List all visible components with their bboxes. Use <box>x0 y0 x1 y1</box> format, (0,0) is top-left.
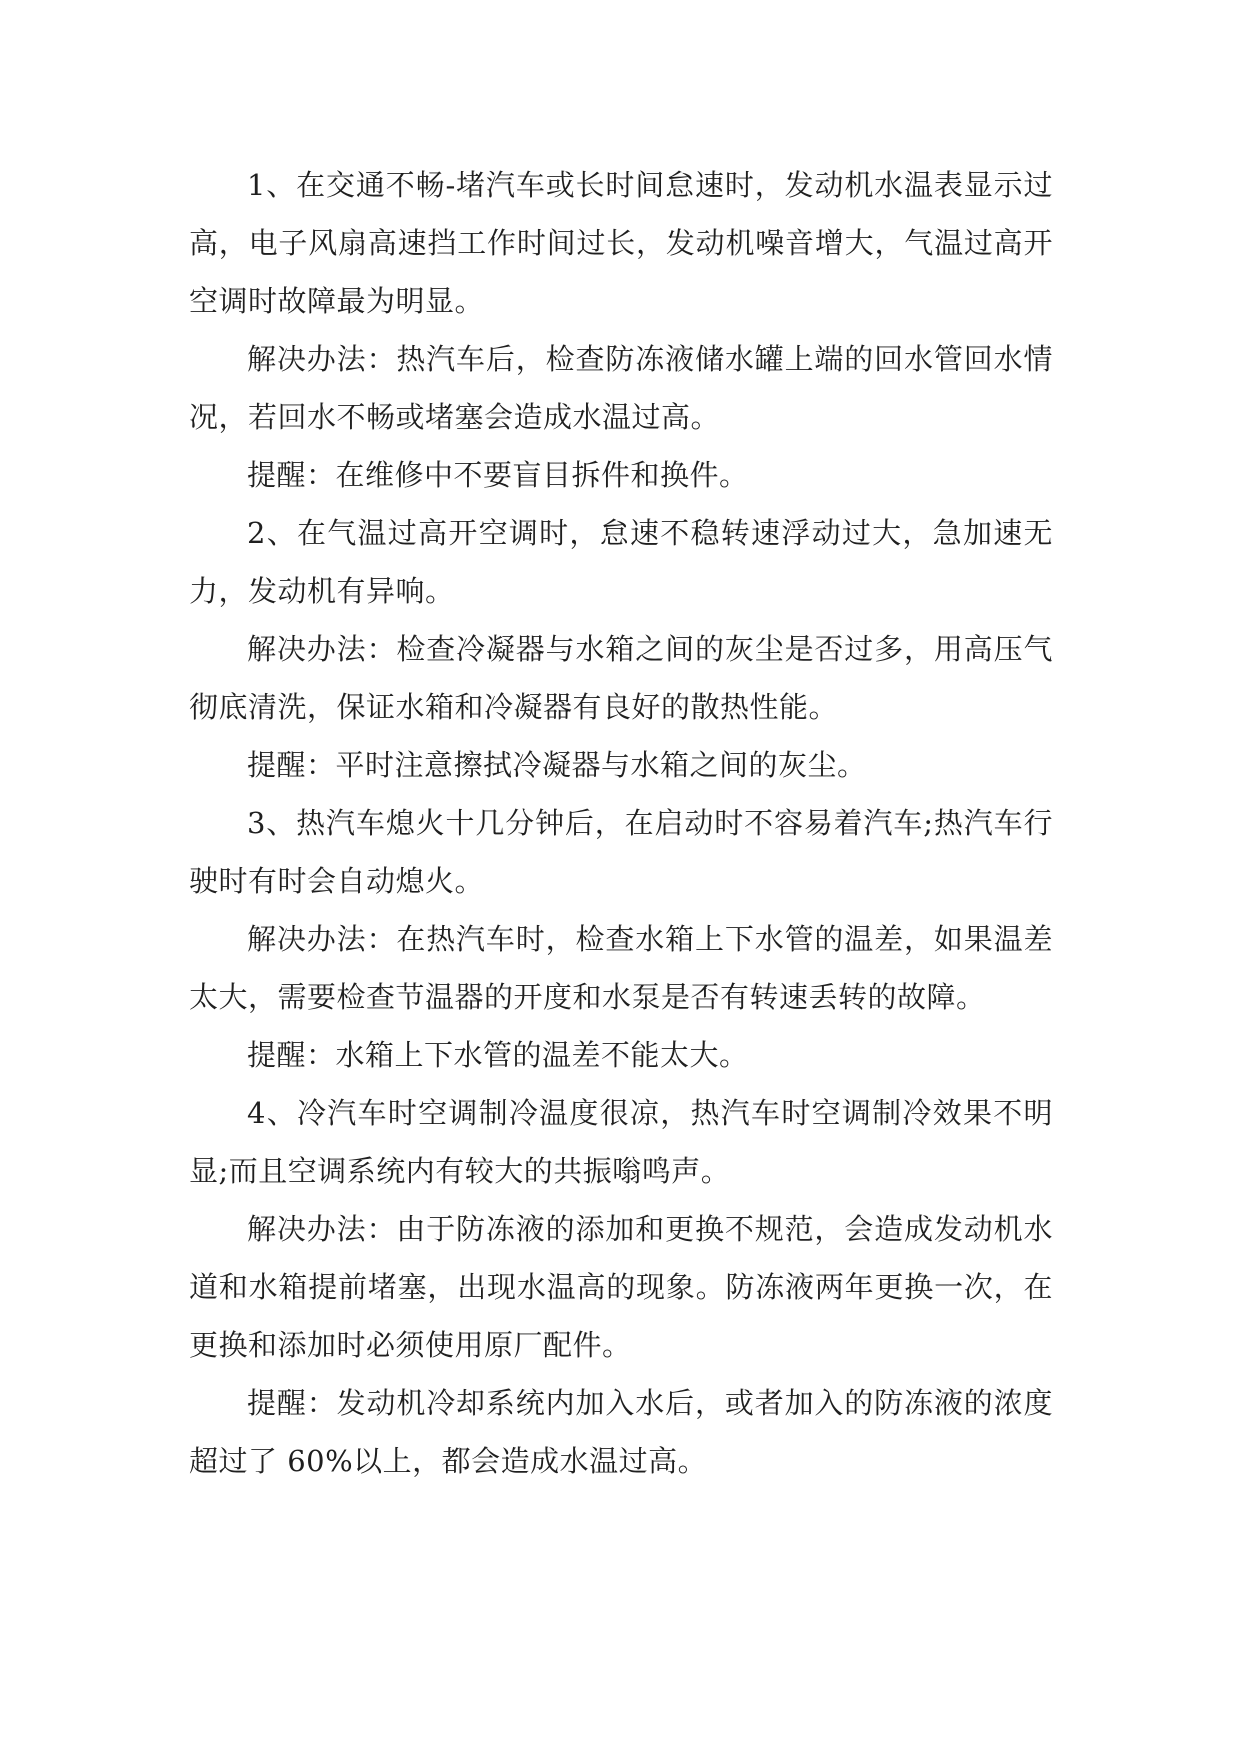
document-body <box>189 156 1053 1490</box>
paragraph-solution-1: 解决办法：热汽车后，检查防冻液储水罐上端的回水管回水情况，若回水不畅或堵塞会造成水温过高。 <box>189 342 1053 434</box>
paragraph-solution-2: 解决办法：检查冷凝器与水箱之间的灰尘是否过多，用高压气彻底清洗，保证水箱和冷凝器有良好的散热性能。 <box>189 632 1053 724</box>
paragraph-issue-4: 4、冷汽车时空调制冷温度很凉，热汽车时空调制冷效果不明显;而且空调系统内有较大的共振嗡鸣声。 <box>189 1096 1053 1188</box>
paragraph-issue-3: 3、热汽车熄火十几分钟后，在启动时不容易着汽车;热汽车行驶时有时会自动熄火。 <box>189 806 1053 898</box>
paragraph-issue-2: 2、在气温过高开空调时，怠速不稳转速浮动过大，急加速无力，发动机有异响。 <box>189 516 1053 608</box>
paragraph-issue-1: 1、在交通不畅-堵汽车或长时间怠速时，发动机水温表显示过高，电子风扇高速挡工作时间过长，发动机噪音增大，气温过高开空调时故障最为明显。 <box>189 168 1053 318</box>
paragraph-reminder-3: 提醒：水箱上下水管的温差不能太大。 <box>247 1038 749 1072</box>
paragraph-solution-4: 解决办法：由于防冻液的添加和更换不规范，会造成发动机水道和水箱提前堵塞，出现水温高的现象。防冻液两年更换一次，在更换和添加时必须使用原厂配件。 <box>189 1212 1053 1362</box>
paragraph-solution-3: 解决办法：在热汽车时，检查水箱上下水管的温差，如果温差太大，需要检查节温器的开度和水泵是否有转速丢转的故障。 <box>189 922 1053 1014</box>
paragraph-reminder-2: 提醒：平时注意擦拭冷凝器与水箱之间的灰尘。 <box>247 748 867 782</box>
paragraph-reminder-4: 提醒：发动机冷却系统内加入水后，或者加入的防冻液的浓度超过了 60%以上，都会造成水温过高。 <box>189 1386 1053 1478</box>
paragraph-reminder-1: 提醒：在维修中不要盲目拆件和换件。 <box>247 458 749 492</box>
